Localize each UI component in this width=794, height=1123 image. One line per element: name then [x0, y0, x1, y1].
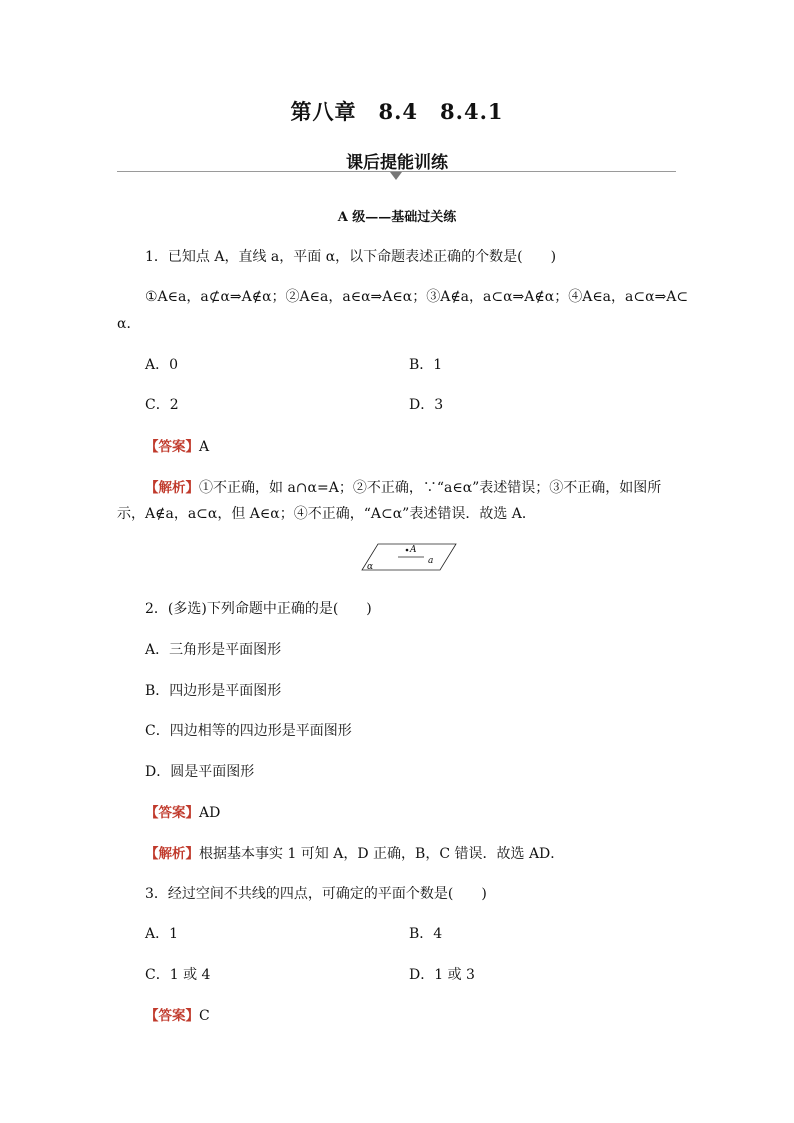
q3-option-b: B．4 [409, 926, 443, 942]
q1-statement-line2: α． [117, 316, 141, 332]
analysis-text: ①不正确，如 a∩α=A；②不正确，∵“a∈α”表述错误；③不正确，如图所 [199, 480, 662, 496]
section-heading: A 级——基础过关练 [337, 210, 457, 225]
q2-option-b: B．四边形是平面图形 [145, 683, 282, 699]
divider-arrow-icon [390, 172, 402, 180]
q3-option-c: C．1 或 4 [145, 967, 211, 983]
q2-option-c: C．四边相等的四边形是平面图形 [145, 723, 352, 739]
q3-option-a: A．1 [145, 926, 179, 942]
plane-figure [360, 540, 460, 574]
q2-answer [145, 801, 220, 821]
q3-option-d: D．1 或 3 [409, 967, 475, 983]
line-label: a [428, 556, 434, 566]
q1-option-b: B．1 [409, 357, 443, 373]
analysis-tag: 【解析】 [145, 480, 199, 496]
q1-option-a: A．0 [145, 357, 179, 373]
answer-tag: 【答案】 [145, 439, 199, 455]
q2-option-a: A．三角形是平面图形 [145, 642, 282, 658]
plane-label: α [367, 562, 374, 572]
q1-stem: 1．已知点 A，直线 a，平面 α，以下命题表述正确的个数是( ) [145, 249, 557, 265]
q1-option-d: D．3 [409, 397, 444, 413]
plane-diagram [360, 540, 460, 574]
q1-option-c: C．2 [145, 397, 179, 413]
answer-tag: 【答案】 [145, 1008, 199, 1024]
q1-answer [145, 435, 209, 455]
q1-analysis-line2: 示，A∉a，a⊂α，但 A∈α；④不正确，“A⊂α”表述错误．故选 A． [117, 506, 536, 522]
q1-analysis-line1 [145, 476, 661, 497]
q3-answer [145, 1004, 210, 1024]
q3-stem: 3．经过空间不共线的四点，可确定的平面个数是( ) [145, 886, 487, 902]
q2-stem: 2．(多选)下列命题中正确的是( ) [145, 601, 372, 617]
answer-value: C [199, 1008, 210, 1024]
point-a-dot [406, 549, 409, 552]
point-label: A [410, 545, 417, 555]
q2-option-d: D．圆是平面图形 [145, 764, 255, 780]
analysis-text: 根据基本事实 1 可知 A，D 正确，B，C 错误．故选 AD． [199, 846, 565, 862]
q1-statement-line1: ①A∈a，a⊄α⇒A∉α；②A∈a，a∈α⇒A∈α；③A∉a，a⊂α⇒A∉α；④A∈a，a⊂α⇒A⊂ [145, 289, 689, 305]
page-subtitle: 课后提能训练 [346, 153, 448, 173]
analysis-tag: 【解析】 [145, 846, 199, 862]
q2-analysis [145, 842, 564, 863]
answer-value: AD [199, 805, 221, 821]
answer-value: A [199, 439, 210, 455]
answer-tag: 【答案】 [145, 805, 199, 821]
page-title: 第八章 8.4 8.4.1 [290, 99, 504, 124]
